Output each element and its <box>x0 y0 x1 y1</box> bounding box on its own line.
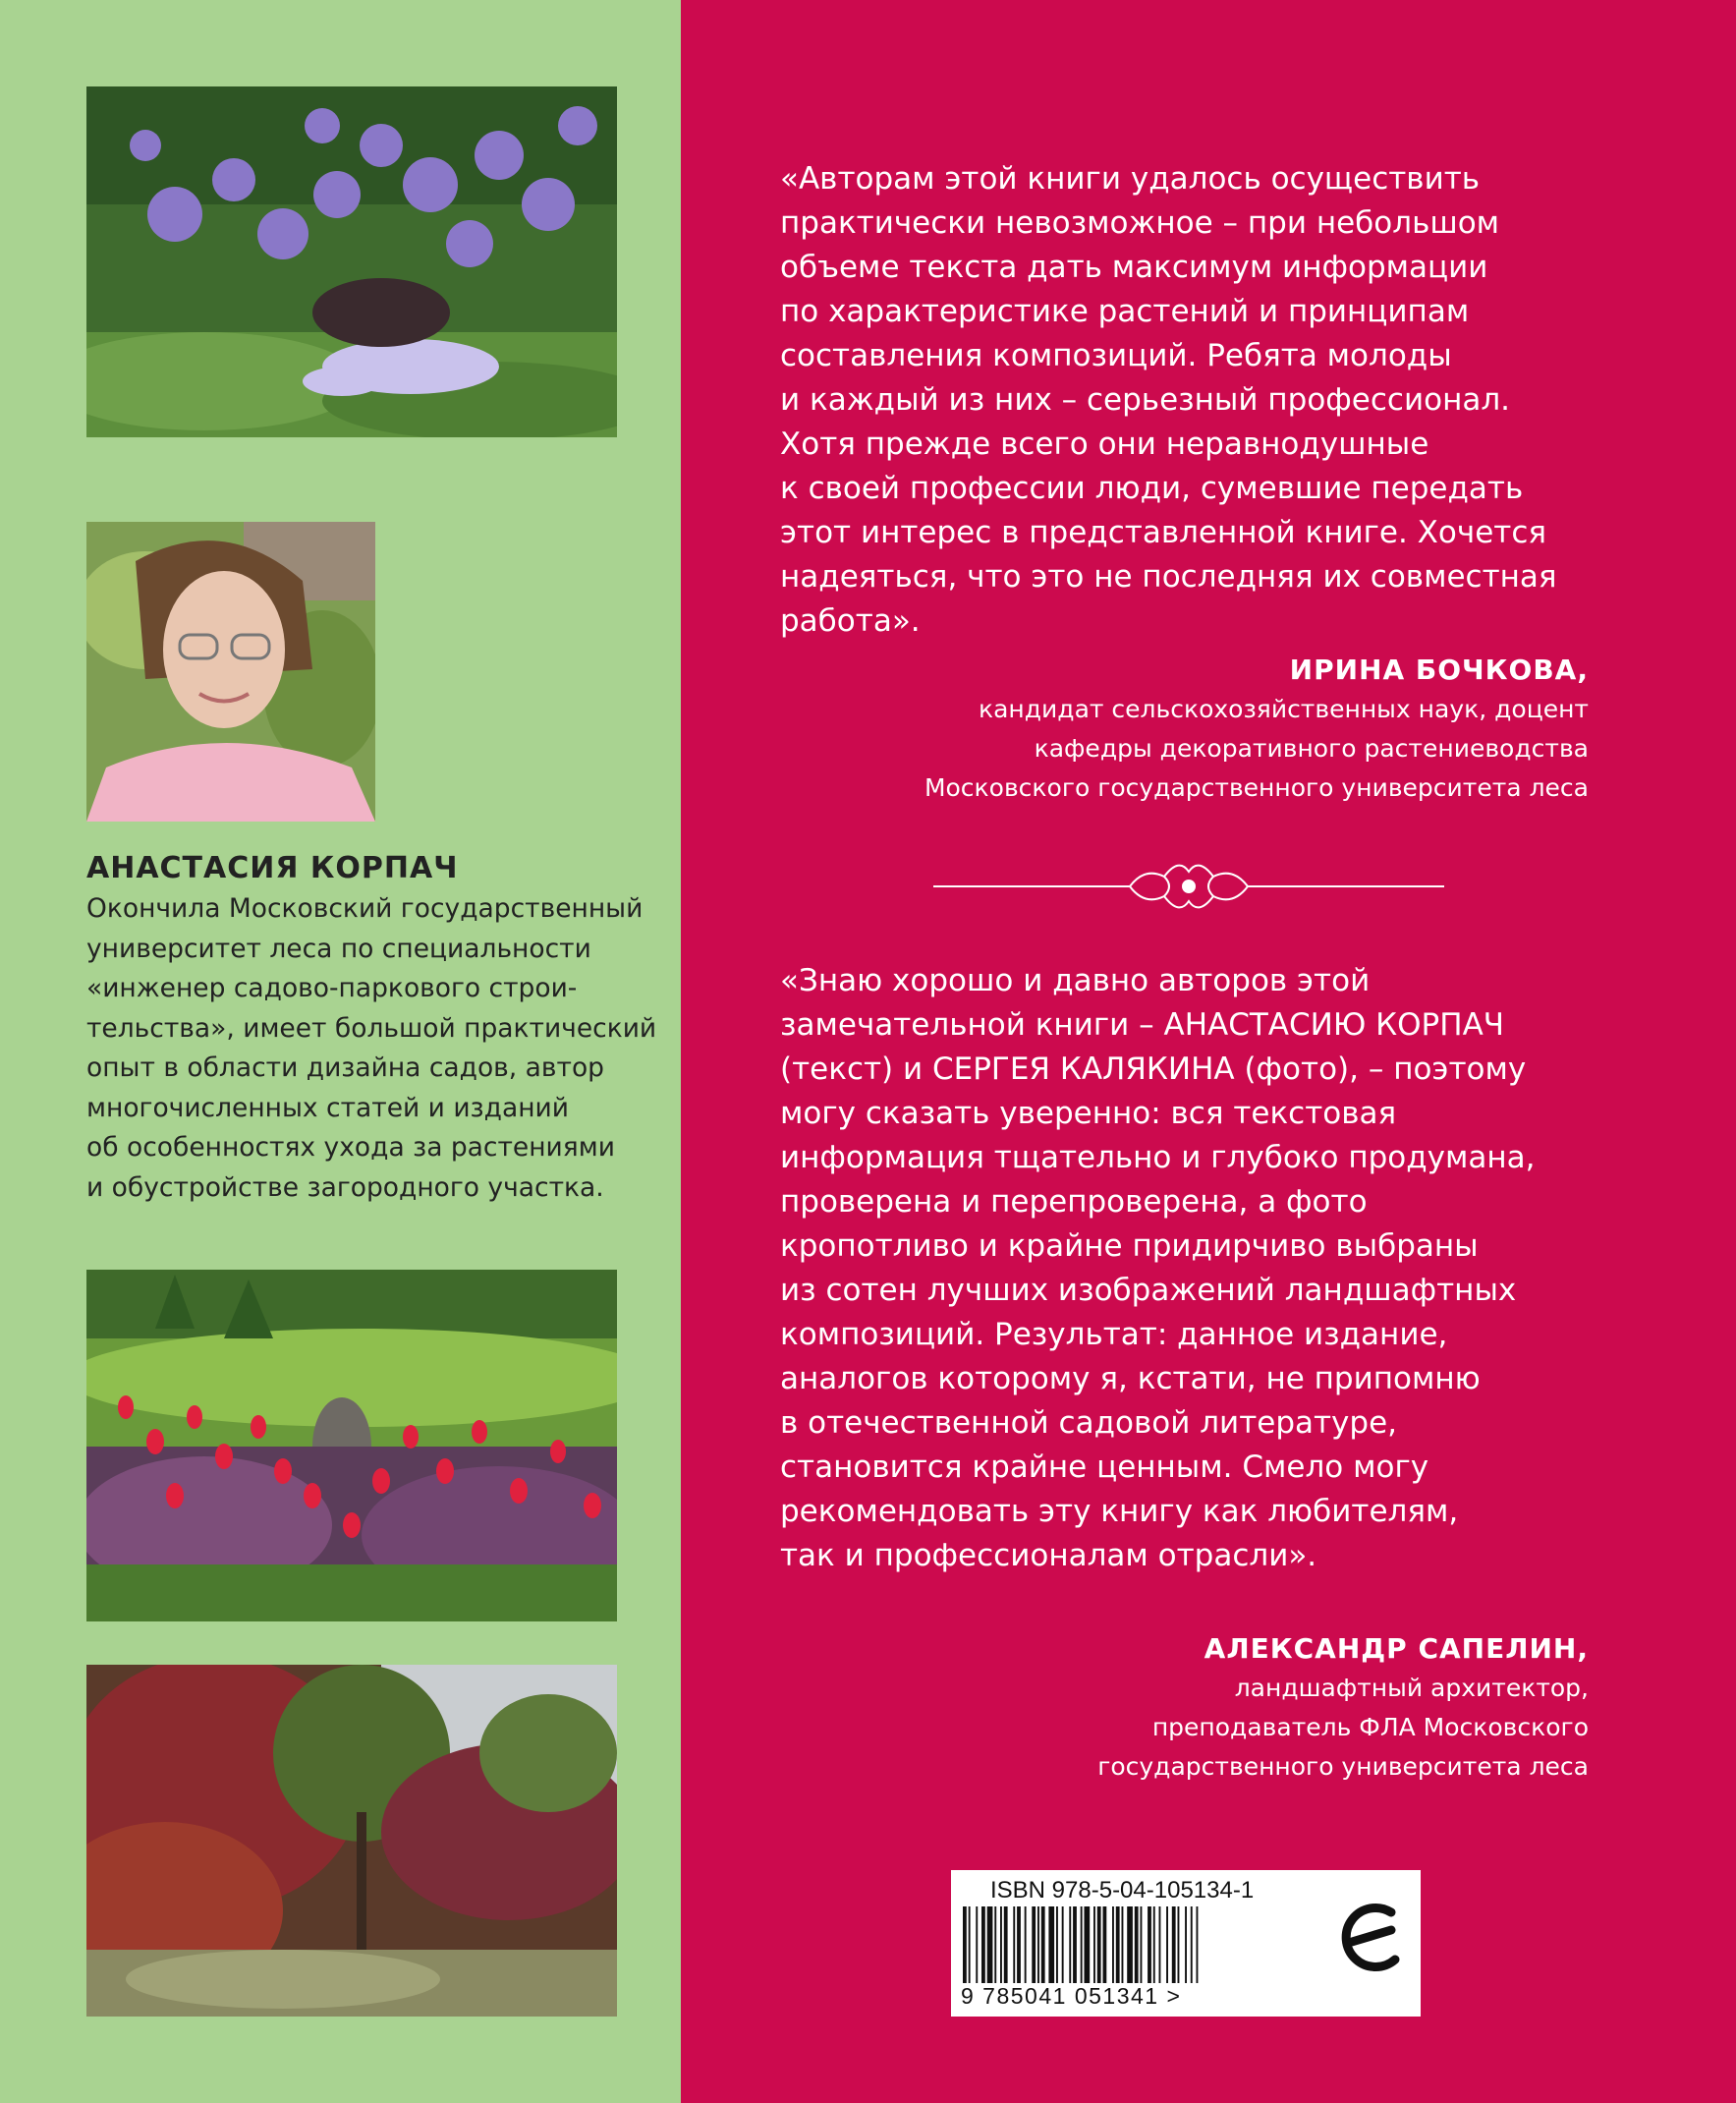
quote-1-line: практически невозможное – при небольшом <box>780 205 1500 241</box>
quote-2-line: могу сказать уверенно: вся текстовая <box>780 1096 1397 1131</box>
quote-1-author-role: Московского государственного университета леса <box>924 773 1589 802</box>
author-bio-line: университет леса по специальности <box>86 933 591 964</box>
autumn-shrubs-photo <box>86 1665 617 2017</box>
author-bio-line: многочисленных статей и изданий <box>86 1092 569 1123</box>
quote-2 <box>780 959 1664 1578</box>
quote-2-line: так и профессионалам отрасли». <box>780 1538 1317 1573</box>
author-bio-line: Окончила Московский государственный <box>86 893 644 924</box>
quote-2-author-role: ландшафтный архитектор, <box>1234 1674 1589 1702</box>
ornament-divider <box>933 852 1444 921</box>
quote-2-line: проверена и перепроверена, а фото <box>780 1184 1368 1220</box>
quote-1-line: составления композиций. Ребята молоды <box>780 338 1452 373</box>
quote-1-line: «Авторам этой книги удалось осуществить <box>780 161 1481 197</box>
quote-2-line: информация тщательно и глубоко продумана, <box>780 1140 1536 1175</box>
allium-garden-photo <box>86 86 617 437</box>
quote-1-line: Хотя прежде всего они неравнодушные <box>780 426 1429 462</box>
author-bio-line: тельства», имеет большой практический <box>86 1012 657 1044</box>
publisher-e-logo-icon <box>1330 1891 1409 1985</box>
barcode-digits: 9 785041 051341 > <box>961 1983 1182 2009</box>
tulip-garden-photo <box>86 1270 617 1621</box>
quote-1-author-role: кандидат сельскохозяйственных наук, доцент <box>979 695 1589 723</box>
quote-2-line: кропотливо и крайне придирчиво выбраны <box>780 1228 1479 1264</box>
quote-1-line: этот интерес в представленной книге. Хочется <box>780 515 1547 550</box>
quote-1 <box>780 157 1664 644</box>
quote-2-line: становится крайне ценным. Смело могу <box>780 1449 1429 1485</box>
quote-2-line: рекомендовать эту книгу как любителям, <box>780 1494 1459 1529</box>
author-bio-line: об особенностях ухода за растениями <box>86 1132 615 1163</box>
author-bio <box>86 889 676 1208</box>
author-bio-line: и обустройстве загородного участка. <box>86 1171 604 1203</box>
quote-1-author-name: ИРИНА БОЧКОВА, <box>1289 654 1589 686</box>
quote-2-author-role: государственного университета леса <box>1097 1752 1589 1781</box>
quote-2-attribution <box>1097 1629 1589 1787</box>
barcode <box>961 1906 1254 1983</box>
quote-2-line: «Знаю хорошо и давно авторов этой <box>780 963 1371 998</box>
author-name: АНАСТАСИЯ КОРПАЧ <box>86 851 459 885</box>
quote-1-line: и каждый из них – серьезный профессионал. <box>780 382 1511 418</box>
quote-1-attribution <box>924 651 1589 808</box>
author-bio-line: опыт в области дизайна садов, автор <box>86 1052 604 1083</box>
quote-1-line: объеме текста дать максимум информации <box>780 250 1488 285</box>
quote-2-line: из сотен лучших изображений ландшафтных <box>780 1273 1517 1308</box>
quote-2-author-role: преподаватель ФЛА Московского <box>1151 1713 1589 1741</box>
quote-1-author-role: кафедры декоративного растениеводства <box>1034 734 1589 763</box>
quote-2-line: (текст) и СЕРГЕЯ КАЛЯКИНА (фото), – поэтому <box>780 1052 1527 1087</box>
quote-1-line: к своей профессии люди, сумевшие передать <box>780 471 1524 506</box>
quote-2-line: в отечественной садовой литературе, <box>780 1405 1398 1441</box>
author-portrait-photo <box>86 522 375 822</box>
quote-2-line: аналогов которому я, кстати, не припомню <box>780 1361 1481 1396</box>
quote-2-line: замечательной книги – АНАСТАСИЮ КОРПАЧ <box>780 1007 1505 1043</box>
isbn-text: ISBN 978-5-04-105134-1 <box>990 1877 1255 1904</box>
quote-2-author-name: АЛЕКСАНДР САПЕЛИН, <box>1204 1632 1589 1665</box>
quote-1-line: работа». <box>780 603 921 639</box>
quote-1-line: по характеристике растений и принципам <box>780 294 1470 329</box>
quote-2-line: композиций. Результат: данное издание, <box>780 1317 1448 1352</box>
quote-1-line: надеяться, что это не последняя их совместная <box>780 559 1557 595</box>
author-bio-line: «инженер садово-паркового строи- <box>86 973 578 1003</box>
